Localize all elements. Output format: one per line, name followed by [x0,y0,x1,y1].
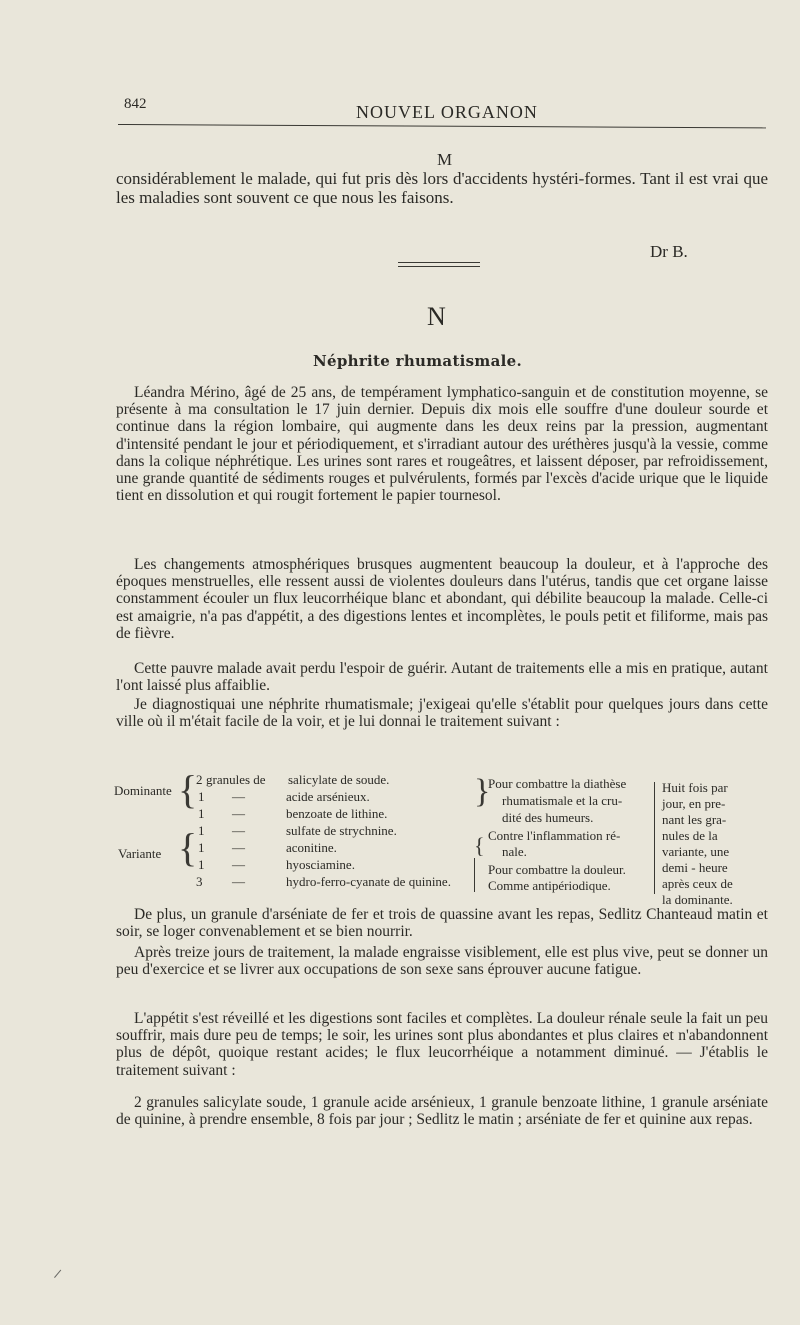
body-paragraph: Je diagnostiquai une néphrite rhumatismale; j'exigeai qu'elle s'établit pour quelques jours dans cette ville où il m'était facile de la voir, et je lui donnai le traitement suivant : [116,696,768,731]
brace: { [474,833,485,858]
row-drug: benzoate de lithine. [286,806,388,821]
body-paragraph: Cette pauvre malade avait perdu l'espoir de guérir. Autant de traitements elle a mis en pratique, autant l'ont laissé plus affaiblie. [116,660,768,695]
separator-rule [398,262,480,263]
body-paragraph: Léandra Mérino, âgé de 25 ans, de tempérament lymphatico-sanguin et de constitution moyenne, se présente à ma consultation le 17 juin dernier. Depuis dix mois elle souffre d'une douleur sourde et continue dans la région lombaire, qui augmente dans les deux reins par la pression, augmentant d'intensité pendant le jour et périodiquement, et s'irradiant autour des uréthères jusqu'à la vessie, comme dans la colique néphrétique. Les urines sont rares et rougeâtres, et laissent déposer, par refroidissement, une grande quantité de sédiments rouges et pulvérulents, formés par l'excès d'acide urique que le liquide tient en dissolution et qui rougit fortement le papier tournesol. [116,384,768,505]
pencil-mark [54,1270,69,1285]
row-unit: — [232,789,245,804]
row-unit: — [232,840,245,855]
author-signature: Dr B. [650,242,688,261]
brace: { [178,767,198,812]
row-qty: 1 [198,823,205,838]
running-head [0,96,800,126]
running-title: NOUVEL ORGANON [356,102,538,122]
column-rule [654,782,655,894]
brace: } [474,773,491,810]
column-rule [474,858,475,892]
row-qty: 1 [198,789,205,804]
row-drug: hyosciamine. [286,857,355,872]
purpose-line: Pour combattre la douleur. [488,862,626,877]
dosing-line: variante, une [662,844,730,859]
purpose-line: Contre l'inflammation ré- [488,828,621,843]
dosing-line: après ceux de [662,876,733,891]
row-drug: salicylate de soude. [288,772,390,787]
row-unit: — [232,874,245,889]
row-drug: hydro-ferro-cyanate de quinine. [286,874,451,889]
row-qty: 2 [196,772,203,787]
section-title: Néphrite rhumatismale. [313,352,522,370]
section-letter: N [427,302,447,331]
row-drug: acide arsénieux. [286,789,370,804]
purpose-line: Comme antipériodique. [488,878,611,893]
row-drug: aconitine. [286,840,337,855]
body-paragraph: De plus, un granule d'arséniate de fer et trois de quassine avant les repas, Sedlitz Chanteaud matin et soir, se loger convenablement et se bien nourrir. [116,906,768,941]
dosing-line: la dominante. [662,892,733,907]
row-unit: — [232,823,245,838]
row-qty: 1 [198,857,205,872]
continued-paragraph: considérablement le malade, qui fut pris dès lors d'accidents hystéri-formes. Tant il est vrai que les maladies sont souvent ce que nous les faisons. [116,169,768,207]
row-qty: 1 [198,806,205,821]
brace: { [178,825,198,870]
row-unit: granules de [206,772,266,787]
purpose-line: dité des humeurs. [502,810,594,825]
dosing-line: nant les gra- [662,812,727,827]
body-paragraph: Après treize jours de traitement, la malade engraisse visiblement, elle est plus vive, peut se donner un peu d'exercice et se livrer aux occupations de son sexe sans éprouver aucune fatigue. [116,944,768,979]
signature-mark: M [437,150,453,169]
body-paragraph: 2 granules salicylate soude, 1 granule acide arsénieux, 1 granule benzoate lithine, 1 granule arséniate de quinine, à prendre ensemble, 8 fois par jour ; Sedlitz le matin ; arséniate de fer et quinine aux repas. [116,1094,768,1129]
row-qty: 3 [196,874,203,889]
row-unit: — [232,806,245,821]
row-drug: sulfate de strychnine. [286,823,397,838]
row-qty: 1 [198,840,205,855]
dominante-label: Dominante [114,783,172,798]
row-unit: — [232,857,245,872]
purpose-line: nale. [502,844,527,859]
dosing-line: demi - heure [662,860,728,875]
dosing-line: jour, en pre- [662,796,726,811]
page-number: 842 [124,96,147,112]
dosing-line: Huit fois par [662,780,728,795]
body-paragraph: L'appétit s'est réveillé et les digestions sont faciles et complètes. La douleur rénale seule la fait un peu souffrir, mais dure peu de temps; le soir, les urines sont plus abondantes et plus claires et n'abandonnent plus de dépôt, quoique restant acides; le flux leucorrhéique a notamment diminué. — J'établis le traitement suivant : [116,1010,768,1079]
purpose-line: rhumatismale et la cru- [502,793,623,808]
variante-label: Variante [118,846,162,861]
separator-rule [398,266,480,267]
purpose-line: Pour combattre la diathèse [488,776,627,791]
dosing-line: nules de la [662,828,718,843]
prescription-table [110,767,780,907]
body-paragraph: Les changements atmosphériques brusques augmentent beaucoup la douleur, et à l'approche des époques menstruelles, elle ressent aussi de violentes douleurs dans l'utérus, tandis que cet organe laisse constamment écouler un flux leucorrhéique blanc et abondant, qui débilite beaucoup la malade. Celle-ci est amaigrie, n'a pas d'appétit, a des digestions lentes et incomplètes, le pouls petit et filiforme, mais pas de fièvre. [116,556,768,642]
